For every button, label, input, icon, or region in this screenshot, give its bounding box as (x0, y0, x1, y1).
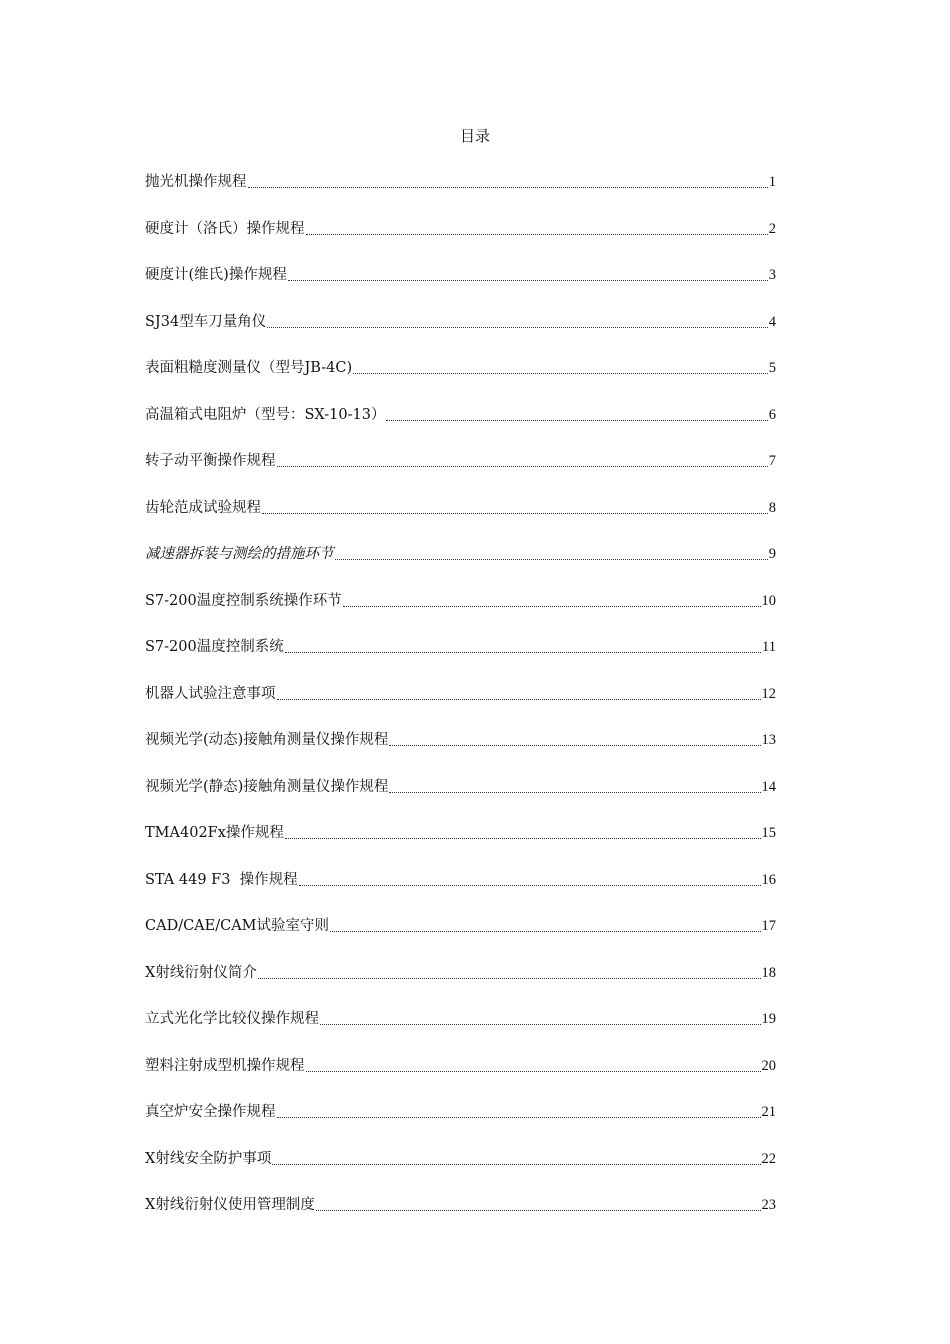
dot-leader (343, 606, 761, 607)
toc-entry-label: 表面粗糙度测量仪（型号JB-4C) (145, 360, 353, 376)
dot-leader (306, 234, 768, 235)
dot-leader (299, 885, 761, 886)
toc-entry-label: 硬度计（洛氏）操作规程 (145, 220, 305, 237)
dot-leader (353, 373, 768, 374)
toc-entry-page: 2 (768, 220, 776, 237)
toc-entry-label: X射线衍射仪简介 (145, 964, 257, 981)
dot-leader (288, 280, 768, 281)
toc-entry[interactable] (145, 823, 776, 843)
toc-entry-label: 抛光机操作规程 (145, 174, 247, 190)
toc-entry-label: 转子动平衡操作规程 (145, 453, 276, 469)
toc-entry[interactable] (145, 265, 776, 285)
toc-entry-label: X射线衍射仪使用管理制度 (145, 1197, 315, 1213)
toc-title: 目录 (459, 127, 490, 145)
toc-entry[interactable] (145, 219, 776, 239)
toc-entry-page: 13 (761, 732, 776, 748)
toc-entry[interactable] (145, 591, 776, 611)
dot-leader (285, 838, 761, 839)
toc-entry[interactable] (145, 1149, 776, 1169)
dot-leader (320, 1024, 761, 1025)
toc-entry-page: 22 (761, 1150, 776, 1167)
toc-entry[interactable] (145, 172, 776, 192)
dot-leader (277, 466, 768, 467)
toc-entry[interactable] (145, 1102, 776, 1122)
dot-leader (272, 1164, 760, 1165)
toc-entry[interactable] (145, 1056, 776, 1076)
toc-entry-label: S7-200温度控制系统操作环节 (145, 592, 342, 609)
dot-leader (262, 513, 768, 514)
toc-entry-label: SJ34型车刀量角仪 (145, 313, 267, 330)
toc-entry[interactable] (145, 1195, 776, 1215)
dot-leader (258, 978, 761, 979)
dot-leader (330, 931, 760, 932)
dot-leader (386, 420, 767, 421)
toc-entry-page: 3 (768, 267, 776, 283)
dot-leader (277, 1117, 761, 1118)
toc-entry-page: 11 (762, 639, 776, 655)
toc-entry[interactable] (145, 451, 776, 471)
toc-entry-page: 12 (761, 685, 776, 702)
toc-entry-page: 9 (768, 546, 776, 562)
toc-entry-page: 5 (768, 360, 776, 376)
toc-entry-page: 10 (761, 592, 776, 609)
toc-entry-page: 14 (761, 778, 776, 795)
toc-entry-page: 19 (761, 1011, 776, 1027)
toc-entry-label: 减速器拆装与测绘的措施环节 (145, 546, 334, 562)
toc-entry-page: 7 (768, 453, 776, 469)
toc-entry[interactable] (145, 916, 776, 936)
toc-entry-page: 8 (768, 499, 776, 516)
toc-entry[interactable] (145, 1009, 776, 1029)
toc-entry[interactable] (145, 637, 776, 657)
toc-entry-label: 立式光化学比较仪操作规程 (145, 1011, 319, 1027)
toc-entry-page: 4 (768, 313, 776, 330)
toc-entry-page: 23 (761, 1197, 776, 1213)
dot-leader (285, 652, 761, 653)
toc-entry-label: 齿轮范成试验规程 (145, 499, 261, 516)
toc-entry[interactable] (145, 963, 776, 983)
dot-leader (267, 327, 768, 328)
toc-entry-label: 高温箱式电阻炉（型号：SX-10-13） (145, 406, 386, 423)
toc-entry-label: CAD/CAE/CAM试验室守则 (145, 918, 330, 934)
toc-entry-label: S7-200温度控制系统 (145, 639, 284, 655)
toc-entry-label: 塑料注射成型机操作规程 (145, 1057, 305, 1074)
toc-entry[interactable] (145, 870, 776, 890)
dot-leader (306, 1071, 761, 1072)
toc-entry-label: 真空炉安全操作规程 (145, 1104, 276, 1120)
toc-entry[interactable] (145, 358, 776, 378)
toc-entry-page: 15 (761, 825, 776, 841)
toc-entry[interactable] (145, 312, 776, 332)
dot-leader (389, 745, 760, 746)
toc-entry-label: TMA402Fx操作规程 (145, 825, 284, 841)
dot-leader (316, 1210, 761, 1211)
toc-entry[interactable] (145, 498, 776, 518)
toc-entry-label: STA 449 F3 操作规程 (145, 871, 298, 888)
toc-entry[interactable] (145, 684, 776, 704)
toc-entry[interactable] (145, 777, 776, 797)
dot-leader (389, 792, 760, 793)
toc-entry-label: X射线安全防护事项 (145, 1150, 272, 1167)
toc-entry-page: 16 (761, 871, 776, 888)
dot-leader (277, 699, 761, 700)
toc-list (145, 172, 776, 1242)
toc-entry-page: 1 (768, 174, 776, 190)
toc-entry-page: 17 (761, 918, 776, 934)
toc-entry-label: 机器人试验注意事项 (145, 685, 276, 702)
toc-entry-label: 硬度计(维氏)操作规程 (145, 267, 287, 283)
toc-entry[interactable] (145, 405, 776, 425)
toc-entry-page: 20 (761, 1057, 776, 1074)
toc-entry-page: 6 (768, 406, 776, 423)
toc-entry-page: 18 (761, 964, 776, 981)
toc-entry-label: 视频光学(静态)接触角测量仪操作规程 (145, 778, 389, 795)
dot-leader (248, 187, 768, 188)
toc-entry-label: 视频光学(动态)接触角测量仪操作规程 (145, 732, 389, 748)
dot-leader (335, 559, 768, 560)
toc-entry-page: 21 (761, 1104, 776, 1120)
toc-entry[interactable] (145, 544, 776, 564)
toc-entry[interactable] (145, 730, 776, 750)
